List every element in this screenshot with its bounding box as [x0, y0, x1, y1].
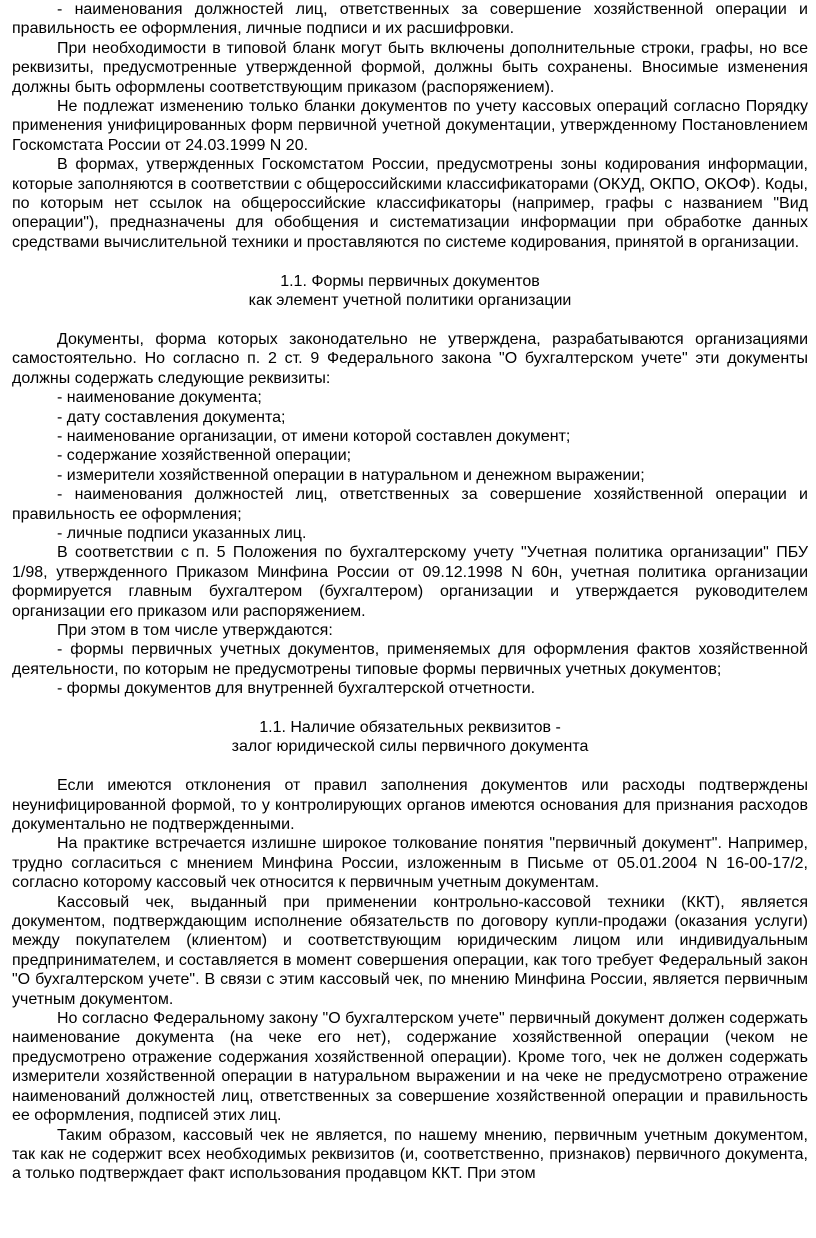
list-item: - наименования должностей лиц, ответственных за совершение хозяйственной операции и правильность ее оформления;: [12, 486, 808, 523]
section-body: [12, 330, 808, 699]
paragraph: Если имеются отклонения от правил заполнения документов или расходы подтверждены неунифицированной формой, то у контролирующих органов имеются основания для признания расходов документально не подтвержденными.: [12, 777, 808, 833]
paragraph: В формах, утвержденных Госкомстатом России, предусмотрены зоны кодирования информации, которые заполняются в соответствии с общероссийскими классификаторами (ОКУД, ОКПО, ОКОФ). Коды, по которым нет ссылок на общероссийские классификаторы (например, графы с названием "Вид операции"), предназначены для обобщения и систематизации информации при обработке данных средствами вычислительной техники и проставляются по системе кодирования, принятой в организации.: [12, 156, 808, 251]
section-heading-line: 1.1. Формы первичных документов: [280, 272, 540, 290]
paragraph: Но согласно Федеральному закону "О бухгалтерском учете" первичный документ должен содержать наименование документа (на чеке его нет), содержание хозяйственной операции (чеком не предусмотрено отражение содержания хозяйственной операции). Кроме того, чек не должен содержать измерители хозяйственной операции в натуральном выражении и на чеке не предусмотрено отражение наименований должностей лиц, ответственных за совершение хозяйственной операции и правильность ее оформления, подписей этих лиц.: [12, 1010, 808, 1125]
paragraph: Таким образом, кассовый чек не является, по нашему мнению, первичным учетным документом, так как не содержит всех необходимых реквизитов (и, соответственно, признаков) первичного документа, а только подтверждает факт использования продавцом ККТ. При этом: [12, 1126, 808, 1183]
section-body: [12, 776, 808, 1184]
document-page: [12, 0, 808, 1184]
list-item: - формы документов для внутренней бухгалтерской отчетности.: [57, 680, 536, 698]
intro-section: [12, 0, 808, 252]
paragraph: Кассовый чек, выданный при применении контрольно-кассовой техники (ККТ), является документом, подтверждающим исполнение обязательств по договору купли-продажи (оказания услуги) между покупателем (клиентом) и соответствующим юридическим лицом или индивидуальным предпринимателем, и составляется в момент совершения операции, как того требует Федеральный закон "О бухгалтерском учете". В связи с этим кассовый чек, по мнению Минфина России, является первичным учетным документом.: [12, 893, 808, 1008]
list-item: - дату составления документа;: [57, 408, 286, 426]
paragraph: Документы, форма которых законодательно не утверждена, разрабатываются организациями самостоятельно. Но согласно п. 2 ст. 9 Федерального закона "О бухгалтерском учете" эти документы должны содержать следующие реквизиты:: [12, 330, 808, 387]
list-item: - содержание хозяйственной операции;: [57, 447, 352, 465]
list-item: - формы первичных учетных документов, применяемых для оформления фактов хозяйственной деятельности, по которым не предусмотрены типовые формы первичных учетных документов;: [12, 641, 808, 678]
list-item: - измерители хозяйственной операции в натуральном и денежном выражении;: [57, 466, 645, 484]
paragraph: При этом в том числе утверждаются:: [57, 621, 333, 639]
section-requisites: [12, 718, 808, 1184]
paragraph: В соответствии с п. 5 Положения по бухгалтерскому учету "Учетная политика организации" ПБУ 1/98, утвержденного Приказом Минфина России от 09.12.1998 N 60н, учетная политика организации формируется главным бухгалтером (бухгалтером) организации и утверждается руководителем организации его приказом или распоряжением.: [12, 544, 808, 620]
section-heading: [12, 272, 808, 311]
list-item: - наименование документа;: [57, 389, 262, 407]
paragraph: На практике встречается излишне широкое толкование понятия "первичный документ". Например, трудно согласиться с мнением Минфина России, изложенным в Письме от 05.01.2004 N 16-00-17/2, согласно которому кассовый чек относится к первичным учетным документам.: [12, 835, 808, 892]
section-heading-line: как элемент учетной политики организации: [248, 292, 572, 310]
section-heading-line: 1.1. Наличие обязательных реквизитов -: [259, 718, 561, 736]
paragraph: Не подлежат изменению только бланки документов по учету кассовых операций согласно Порядку применения унифицированных форм первичной учетной документации, утвержденному Постановлением Госкомстата России от 24.03.1999 N 20.: [12, 98, 808, 154]
paragraph: - наименования должностей лиц, ответственных за совершение хозяйственной операции и правильность ее оформления, личные подписи и их расшифровки.: [12, 1, 808, 38]
section-heading-line: залог юридической силы первичного документа: [231, 738, 589, 756]
section-heading: [12, 718, 808, 757]
paragraph: При необходимости в типовой бланк могут быть включены дополнительные строки, графы, но все реквизиты, предусмотренные утвержденной формой, должны быть сохранены. Вносимые изменения должны быть оформлены соответствующим приказом (распоряжением).: [12, 39, 808, 96]
list-item: - личные подписи указанных лиц.: [57, 524, 307, 542]
section-forms: [12, 272, 808, 699]
list-item: - наименование организации, от имени которой составлен документ;: [57, 427, 571, 445]
